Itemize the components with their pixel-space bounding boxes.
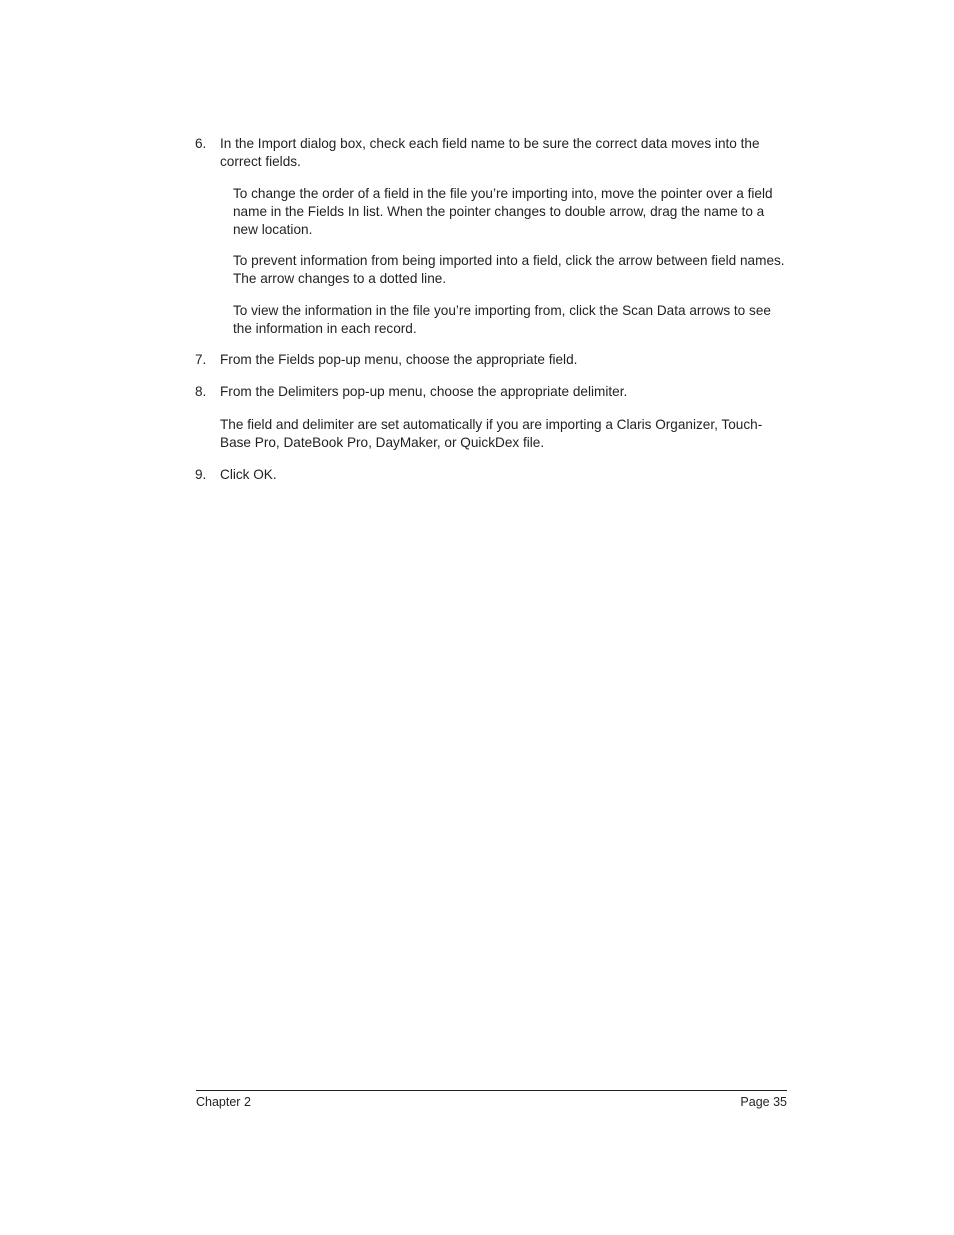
step-text: In the Import dialog box, check each field name to be sure the correct data moves into the correct fields. [220,136,760,169]
footer-page-number: Page 35 [740,1095,787,1109]
step-6-detail-prevent: To prevent information from being imported into a field, click the arrow between field names. The arrow changes to a dotted line. [233,253,785,286]
step-6 [195,135,780,171]
step-number: 9. [195,467,207,482]
footer-chapter: Chapter 2 [196,1095,251,1109]
step-text: From the Delimiters pop-up menu, choose the appropriate delimiter. [220,384,628,399]
step-text: From the Fields pop-up menu, choose the appropriate field. [220,352,578,367]
step-9 [195,466,795,484]
step-8 [195,383,795,401]
step-7 [195,351,795,369]
step-number: 8. [195,384,207,399]
step-6-detail-scan: To view the information in the file you’re importing from, click the Scan Data arrows to see the information in each record. [233,303,771,336]
step-8-note: The field and delimiter are set automatically if you are importing a Claris Organizer, Touch-Base Pro, DateBook Pro, DayMaker, or QuickDex file. [220,417,763,450]
page-body [195,135,795,484]
step-text: Click OK. [220,467,277,482]
step-number: 7. [195,352,207,367]
step-6-detail-reorder: To change the order of a field in the file you’re importing into, move the pointer over a field name in the Fields In list. When the pointer changes to double arrow, drag the name to a new location. [233,186,773,237]
step-number: 6. [195,136,207,151]
page-footer [196,1090,787,1110]
